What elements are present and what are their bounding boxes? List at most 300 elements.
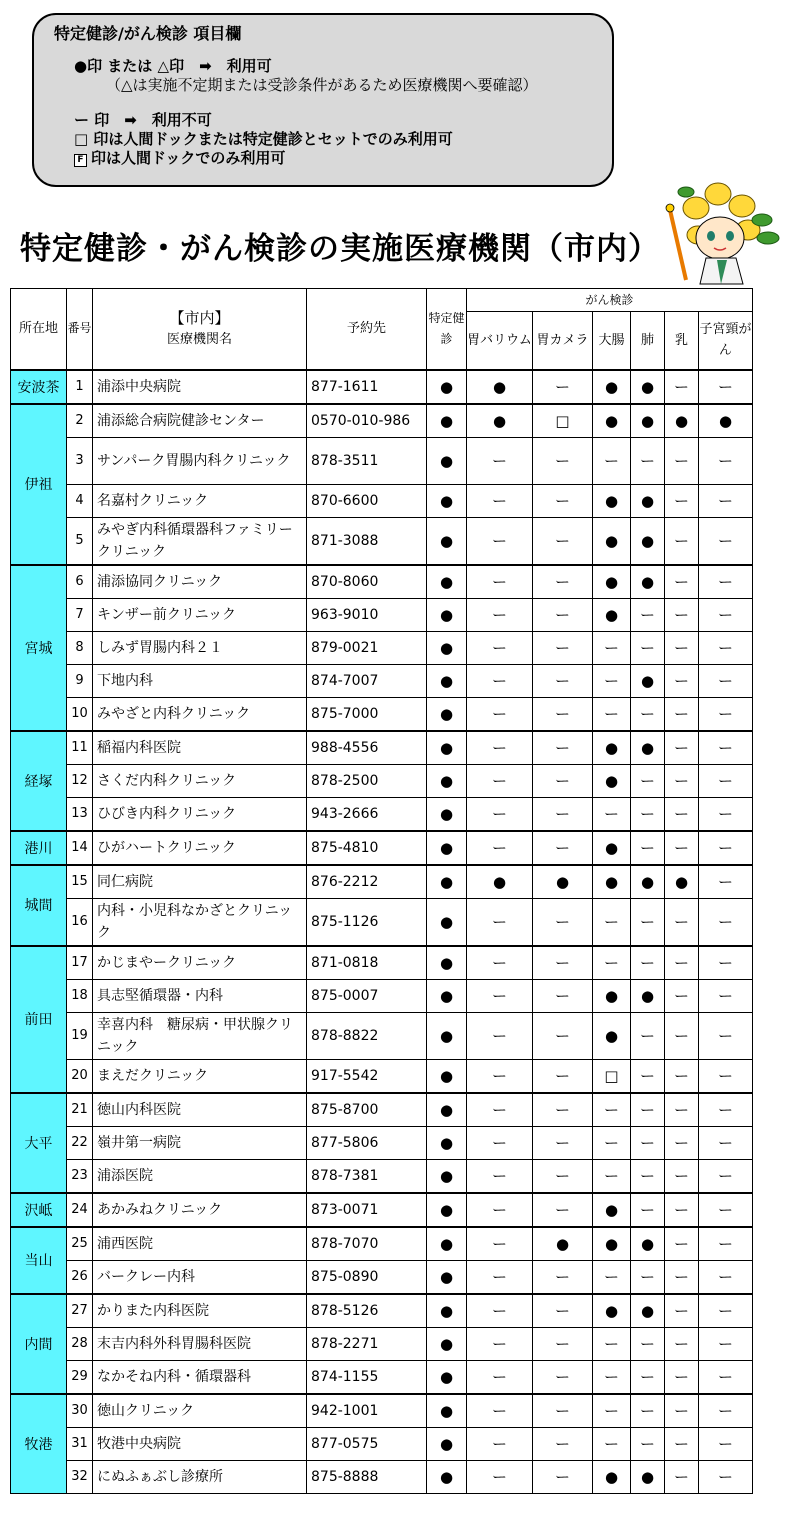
row-number: 13 [67, 797, 93, 831]
row-number: 1 [67, 370, 93, 404]
table-row [11, 1126, 753, 1159]
clinic-name: 浦添協同クリニック [93, 565, 307, 599]
clinic-name: 名嘉村クリニック [93, 484, 307, 517]
row-number: 26 [67, 1260, 93, 1294]
mark-tokutei: ● [427, 831, 467, 865]
row-number: 2 [67, 404, 93, 438]
mark-tokutei: ● [427, 1460, 467, 1493]
mark-stomach-barium: ー [467, 1260, 533, 1294]
mark-cervical: ー [699, 1394, 753, 1428]
mark-stomach-camera: ー [533, 831, 593, 865]
mark-colon: ● [593, 1012, 631, 1059]
header-area: 所在地 [11, 289, 67, 370]
table-row [11, 1260, 753, 1294]
mark-stomach-camera: ー [533, 517, 593, 565]
mark-tokutei: ● [427, 1093, 467, 1127]
mark-stomach-barium: ー [467, 979, 533, 1012]
mark-breast: ー [665, 764, 699, 797]
area-cell: 城間 [11, 865, 67, 946]
mark-stomach-camera: ー [533, 484, 593, 517]
mark-stomach-camera: ー [533, 1193, 593, 1227]
reservation-phone: 942-1001 [307, 1394, 427, 1428]
mark-breast: ー [665, 631, 699, 664]
mark-lung: ● [631, 370, 665, 404]
header-number: 番号 [67, 289, 93, 370]
mark-cervical: ー [699, 1193, 753, 1227]
mark-colon: □ [593, 1059, 631, 1093]
mark-cervical: ー [699, 598, 753, 631]
reservation-phone: 878-5126 [307, 1294, 427, 1328]
clinic-name: 牧港中央病院 [93, 1427, 307, 1460]
legend-dock-only-text: 印は人間ドックでのみ利用可 [91, 149, 286, 167]
reservation-phone: 875-8700 [307, 1093, 427, 1127]
mark-stomach-camera: ー [533, 1059, 593, 1093]
mark-cervical: ー [699, 484, 753, 517]
clinic-name: しみず胃腸内科２１ [93, 631, 307, 664]
mark-stomach-camera: ー [533, 946, 593, 980]
mark-colon: ● [593, 764, 631, 797]
mark-stomach-barium: ー [467, 1093, 533, 1127]
mark-cervical: ー [699, 1126, 753, 1159]
mark-stomach-camera: ー [533, 697, 593, 731]
mark-lung: ー [631, 946, 665, 980]
area-cell: 牧港 [11, 1394, 67, 1494]
clinic-table [10, 288, 753, 1494]
clinic-name: 徳山内科医院 [93, 1093, 307, 1127]
mark-lung: ー [631, 1327, 665, 1360]
mark-lung: ー [631, 631, 665, 664]
mark-tokutei: ● [427, 517, 467, 565]
area-cell: 経塚 [11, 731, 67, 831]
legend-triangle-note: （△は実施不定期または受診条件があるため医療機関へ要確認） [106, 76, 538, 94]
reservation-phone: 875-7000 [307, 697, 427, 731]
mark-colon: ● [593, 565, 631, 599]
mark-cervical: ー [699, 898, 753, 946]
mark-stomach-camera: □ [533, 404, 593, 438]
mark-stomach-barium: ー [467, 797, 533, 831]
mark-stomach-camera: ー [533, 1427, 593, 1460]
row-number: 19 [67, 1012, 93, 1059]
mark-stomach-barium: ー [467, 437, 533, 484]
mark-tokutei: ● [427, 1360, 467, 1394]
mark-lung: ー [631, 1394, 665, 1428]
reservation-phone: 878-8822 [307, 1012, 427, 1059]
table-row [11, 1193, 753, 1227]
reservation-phone: 873-0071 [307, 1193, 427, 1227]
mark-stomach-barium: ー [467, 764, 533, 797]
mark-cervical: ー [699, 1427, 753, 1460]
mark-breast: ー [665, 1012, 699, 1059]
area-cell: 前田 [11, 946, 67, 1093]
table-row [11, 631, 753, 664]
mark-stomach-barium: ー [467, 1460, 533, 1493]
mark-breast: ー [665, 1260, 699, 1294]
legend-box [32, 13, 614, 187]
mark-tokutei: ● [427, 437, 467, 484]
mark-stomach-camera: ー [533, 664, 593, 697]
header-col-stomach-barium: 胃バリウム [467, 312, 533, 370]
mark-colon: ー [593, 1360, 631, 1394]
mark-tokutei: ● [427, 1427, 467, 1460]
mark-breast: ー [665, 1427, 699, 1460]
mark-colon: ー [593, 697, 631, 731]
row-number: 16 [67, 898, 93, 946]
row-number: 3 [67, 437, 93, 484]
clinic-name: サンパーク胃腸内科クリニック [93, 437, 307, 484]
mark-stomach-barium: ● [467, 404, 533, 438]
mark-tokutei: ● [427, 1227, 467, 1261]
mark-breast: ー [665, 370, 699, 404]
clinic-name: 下地内科 [93, 664, 307, 697]
table-row [11, 484, 753, 517]
mark-stomach-camera: ● [533, 865, 593, 899]
mark-colon: ● [593, 404, 631, 438]
table-row [11, 664, 753, 697]
reservation-phone: 917-5542 [307, 1059, 427, 1093]
reservation-phone: 874-7007 [307, 664, 427, 697]
mark-cervical: ● [699, 404, 753, 438]
table-row [11, 370, 753, 404]
row-number: 17 [67, 946, 93, 980]
mark-stomach-camera: ー [533, 1294, 593, 1328]
table-row [11, 1427, 753, 1460]
row-number: 12 [67, 764, 93, 797]
mark-colon: ー [593, 1159, 631, 1193]
mark-cervical: ー [699, 831, 753, 865]
reservation-phone: 875-1126 [307, 898, 427, 946]
row-number: 5 [67, 517, 93, 565]
mark-colon: ● [593, 1294, 631, 1328]
row-number: 4 [67, 484, 93, 517]
mark-stomach-camera: ー [533, 598, 593, 631]
mark-stomach-barium: ー [467, 831, 533, 865]
clinic-table-body [11, 370, 753, 1494]
mark-cervical: ー [699, 1059, 753, 1093]
mark-tokutei: ● [427, 1193, 467, 1227]
mark-lung: ー [631, 1427, 665, 1460]
mark-stomach-barium: ー [467, 1327, 533, 1360]
mark-lung: ● [631, 865, 665, 899]
reservation-phone: 963-9010 [307, 598, 427, 631]
mark-breast: ー [665, 1059, 699, 1093]
page-title: 特定健診・がん検診の実施医療機関（市内） [20, 231, 660, 267]
mark-stomach-barium: ー [467, 1059, 533, 1093]
mark-stomach-barium: ー [467, 946, 533, 980]
mark-breast: ー [665, 517, 699, 565]
header-col-cervical: 子宮頸がん [699, 312, 753, 370]
reservation-phone: 878-7070 [307, 1227, 427, 1261]
table-row [11, 1394, 753, 1428]
reservation-phone: 878-3511 [307, 437, 427, 484]
mark-lung: ー [631, 437, 665, 484]
reservation-phone: 943-2666 [307, 797, 427, 831]
mark-tokutei: ● [427, 404, 467, 438]
mark-breast: ー [665, 697, 699, 731]
reservation-phone: 875-8888 [307, 1460, 427, 1493]
header-reservation: 予約先 [307, 289, 427, 370]
header-col-breast: 乳 [665, 312, 699, 370]
clinic-name: さくだ内科クリニック [93, 764, 307, 797]
mark-tokutei: ● [427, 664, 467, 697]
reservation-phone: 874-1155 [307, 1360, 427, 1394]
row-number: 31 [67, 1427, 93, 1460]
mark-stomach-barium: ー [467, 517, 533, 565]
reservation-phone: 875-4810 [307, 831, 427, 865]
table-row [11, 1227, 753, 1261]
row-number: 32 [67, 1460, 93, 1493]
mark-breast: ー [665, 437, 699, 484]
table-row [11, 979, 753, 1012]
mark-cervical: ー [699, 1012, 753, 1059]
mark-colon: ● [593, 484, 631, 517]
mark-colon: ー [593, 664, 631, 697]
mark-tokutei: ● [427, 865, 467, 899]
mark-lung: ー [631, 1360, 665, 1394]
table-row [11, 1159, 753, 1193]
legend-title: 特定健診/がん検診 項目欄 [54, 24, 242, 43]
mark-colon: ● [593, 1193, 631, 1227]
mark-lung: ● [631, 1294, 665, 1328]
mark-lung: ー [631, 1126, 665, 1159]
mark-colon: ー [593, 1394, 631, 1428]
header-clinic-name-top: 【市内】 [169, 308, 230, 327]
table-row [11, 831, 753, 865]
mark-stomach-camera: ー [533, 1394, 593, 1428]
mark-stomach-barium: ー [467, 898, 533, 946]
row-number: 9 [67, 664, 93, 697]
mark-breast: ー [665, 484, 699, 517]
table-row [11, 731, 753, 765]
mark-stomach-camera: ー [533, 1360, 593, 1394]
clinic-name: 同仁病院 [93, 865, 307, 899]
clinic-name: 浦添総合病院健診センター [93, 404, 307, 438]
clinic-name: キンザー前クリニック [93, 598, 307, 631]
clinic-name: 浦添医院 [93, 1159, 307, 1193]
mark-stomach-camera: ー [533, 1093, 593, 1127]
reservation-phone: 878-7381 [307, 1159, 427, 1193]
mark-breast: ー [665, 898, 699, 946]
mark-lung: ● [631, 731, 665, 765]
mark-colon: ー [593, 797, 631, 831]
mark-colon: ー [593, 1126, 631, 1159]
mark-colon: ー [593, 1427, 631, 1460]
row-number: 20 [67, 1059, 93, 1093]
reservation-phone: 878-2500 [307, 764, 427, 797]
mark-stomach-camera: ー [533, 1012, 593, 1059]
row-number: 8 [67, 631, 93, 664]
area-cell: 港川 [11, 831, 67, 865]
table-row [11, 1327, 753, 1360]
mark-tokutei: ● [427, 979, 467, 1012]
mark-stomach-barium: ー [467, 1360, 533, 1394]
mascot-illustration [648, 180, 788, 285]
table-row [11, 437, 753, 484]
reservation-phone: 988-4556 [307, 731, 427, 765]
table-row [11, 898, 753, 946]
mark-stomach-barium: ー [467, 1227, 533, 1261]
header-col-stomach-camera: 胃カメラ [533, 312, 593, 370]
clinic-name: 徳山クリニック [93, 1394, 307, 1428]
mark-lung: ● [631, 484, 665, 517]
reservation-phone: 875-0890 [307, 1260, 427, 1294]
clinic-name: にぬふぁぶし診療所 [93, 1460, 307, 1493]
reservation-phone: 877-1611 [307, 370, 427, 404]
mark-stomach-barium: ー [467, 1012, 533, 1059]
mark-breast: ー [665, 831, 699, 865]
mark-colon: ー [593, 1260, 631, 1294]
mark-cervical: ー [699, 979, 753, 1012]
mark-breast: ー [665, 731, 699, 765]
mark-stomach-barium: ー [467, 484, 533, 517]
mark-breast: ● [665, 865, 699, 899]
clinic-name: みやざと内科クリニック [93, 697, 307, 731]
clinic-name: なかそね内科・循環器科 [93, 1360, 307, 1394]
reservation-phone: 0570-010-986 [307, 404, 427, 438]
mark-cervical: ー [699, 1093, 753, 1127]
clinic-name: バークレー内科 [93, 1260, 307, 1294]
table-row [11, 1012, 753, 1059]
table-row [11, 1059, 753, 1093]
table-row [11, 1093, 753, 1127]
mark-tokutei: ● [427, 1012, 467, 1059]
header-tokutei: 特定健診 [427, 289, 467, 370]
table-row [11, 517, 753, 565]
reservation-phone: 871-3088 [307, 517, 427, 565]
table-row [11, 1460, 753, 1493]
reservation-phone: 871-0818 [307, 946, 427, 980]
mark-stomach-camera: ー [533, 437, 593, 484]
mark-tokutei: ● [427, 697, 467, 731]
clinic-name: あかみねクリニック [93, 1193, 307, 1227]
mark-tokutei: ● [427, 1159, 467, 1193]
row-number: 22 [67, 1126, 93, 1159]
header-col-lung: 肺 [631, 312, 665, 370]
table-row [11, 697, 753, 731]
mark-colon: ● [593, 979, 631, 1012]
mark-tokutei: ● [427, 1126, 467, 1159]
mark-lung: ー [631, 797, 665, 831]
mark-stomach-camera: ー [533, 1126, 593, 1159]
row-number: 24 [67, 1193, 93, 1227]
mark-colon: ● [593, 831, 631, 865]
row-number: 25 [67, 1227, 93, 1261]
clinic-name: 末吉内科外科胃腸科医院 [93, 1327, 307, 1360]
mark-tokutei: ● [427, 898, 467, 946]
mark-breast: ー [665, 1294, 699, 1328]
table-row [11, 1360, 753, 1394]
reservation-phone: 870-8060 [307, 565, 427, 599]
dock-box-icon: F [74, 154, 87, 167]
mark-cervical: ー [699, 797, 753, 831]
mark-lung: ー [631, 898, 665, 946]
row-number: 11 [67, 731, 93, 765]
mark-colon: ー [593, 946, 631, 980]
mark-stomach-barium: ● [467, 865, 533, 899]
row-number: 6 [67, 565, 93, 599]
reservation-phone: 878-2271 [307, 1327, 427, 1360]
mark-cervical: ー [699, 631, 753, 664]
mark-stomach-barium: ー [467, 1294, 533, 1328]
mark-cervical: ー [699, 1327, 753, 1360]
mark-cervical: ー [699, 1227, 753, 1261]
mark-cervical: ー [699, 1260, 753, 1294]
reservation-phone: 875-0007 [307, 979, 427, 1012]
mark-tokutei: ● [427, 565, 467, 599]
row-number: 15 [67, 865, 93, 899]
clinic-name: 嶺井第一病院 [93, 1126, 307, 1159]
legend-dock-only [54, 149, 612, 168]
clinic-name: かじまやークリニック [93, 946, 307, 980]
row-number: 21 [67, 1093, 93, 1127]
mark-breast: ー [665, 1394, 699, 1428]
mark-stomach-barium: ● [467, 370, 533, 404]
mark-lung: ー [631, 598, 665, 631]
mark-stomach-barium: ー [467, 1427, 533, 1460]
mark-stomach-barium: ー [467, 598, 533, 631]
mark-tokutei: ● [427, 1294, 467, 1328]
table-row [11, 1294, 753, 1328]
mark-breast: ー [665, 1460, 699, 1493]
reservation-phone: 877-5806 [307, 1126, 427, 1159]
header-clinic-name [93, 289, 307, 370]
mark-lung: ー [631, 1059, 665, 1093]
clinic-name: 浦西医院 [93, 1227, 307, 1261]
mark-stomach-camera: ー [533, 1327, 593, 1360]
mark-cervical: ー [699, 437, 753, 484]
legend-unavailable: ー 印 ➡ 利用不可 [74, 111, 212, 129]
mark-stomach-camera: ー [533, 764, 593, 797]
row-number: 18 [67, 979, 93, 1012]
mark-stomach-barium: ー [467, 1394, 533, 1428]
reservation-phone: 879-0021 [307, 631, 427, 664]
mark-lung: ● [631, 979, 665, 1012]
table-row [11, 404, 753, 438]
table-row [11, 598, 753, 631]
mark-lung: ● [631, 1227, 665, 1261]
clinic-name: 幸喜内科 糖尿病・甲状腺クリニック [93, 1012, 307, 1059]
mark-tokutei: ● [427, 1327, 467, 1360]
mark-stomach-camera: ー [533, 898, 593, 946]
mark-tokutei: ● [427, 1260, 467, 1294]
mark-lung: ー [631, 1093, 665, 1127]
mark-tokutei: ● [427, 731, 467, 765]
reservation-phone: 877-0575 [307, 1427, 427, 1460]
mark-stomach-barium: ー [467, 1193, 533, 1227]
area-cell: 当山 [11, 1227, 67, 1294]
mark-stomach-camera: ● [533, 1227, 593, 1261]
mark-stomach-camera: ー [533, 1159, 593, 1193]
mark-stomach-barium: ー [467, 1126, 533, 1159]
header-col-colon: 大腸 [593, 312, 631, 370]
table-row [11, 865, 753, 899]
table-row [11, 764, 753, 797]
mark-stomach-camera: ー [533, 797, 593, 831]
mark-colon: ー [593, 631, 631, 664]
mark-breast: ー [665, 797, 699, 831]
mark-breast: ー [665, 1227, 699, 1261]
mark-lung: ー [631, 831, 665, 865]
table-row [11, 946, 753, 980]
mark-lung: ー [631, 1012, 665, 1059]
mark-cervical: ー [699, 1294, 753, 1328]
mark-cervical: ー [699, 1360, 753, 1394]
mark-breast: ー [665, 1327, 699, 1360]
header-cancer-group: がん検診 [467, 289, 753, 312]
mark-lung: ー [631, 1193, 665, 1227]
mark-lung: ● [631, 664, 665, 697]
mark-stomach-camera: ー [533, 979, 593, 1012]
mark-stomach-barium: ー [467, 697, 533, 731]
